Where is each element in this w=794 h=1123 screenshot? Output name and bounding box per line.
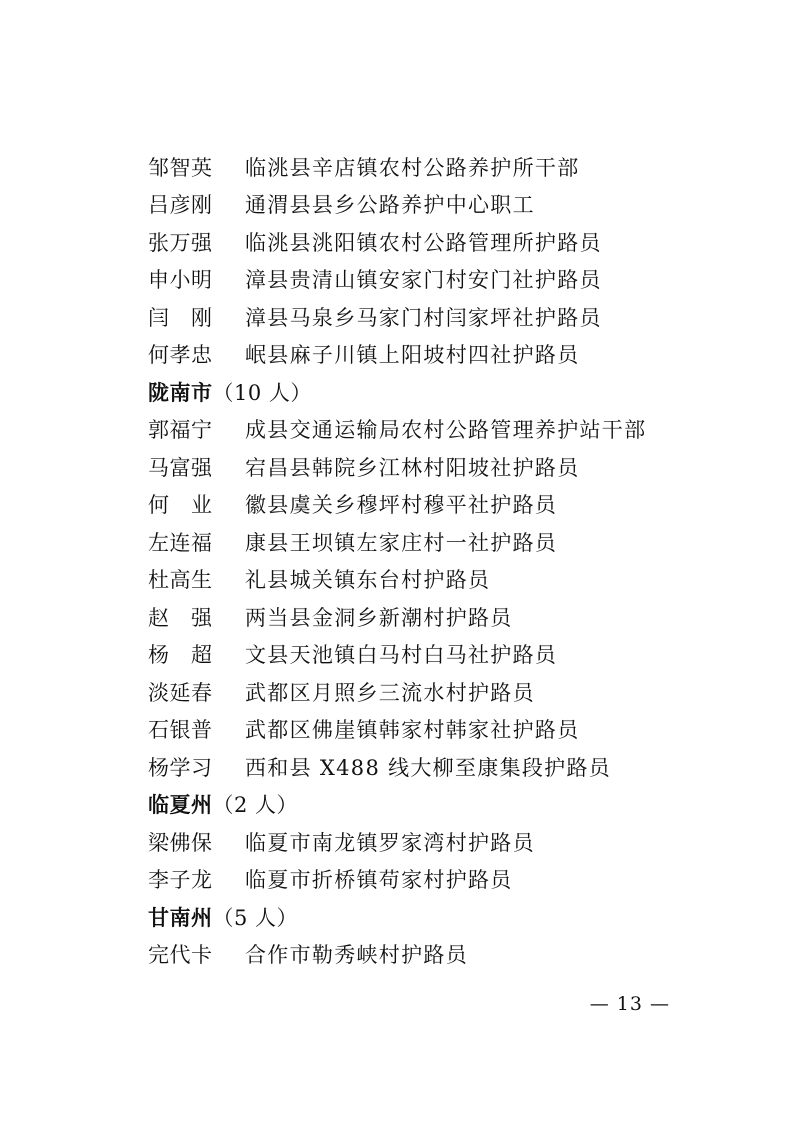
region-heading-linxia [148,786,708,824]
list-item [148,223,708,261]
list-item [148,748,708,786]
person-position: 文县天池镇白马村白马社护路员 [245,643,558,668]
personnel-list [148,148,708,973]
region-name: 临夏州 [148,793,213,818]
person-position: 岷县麻子川镇上阳坡村四社护路员 [245,343,580,368]
region-count: （10 人） [212,380,312,405]
list-item [148,823,708,861]
list-item [148,148,708,186]
person-position: 合作市勒秀峡村护路员 [245,943,468,968]
list-item [148,673,708,711]
person-position: 宕昌县韩院乡江林村阳坡社护路员 [245,455,580,480]
region-count: （5 人） [212,905,299,930]
person-name: 淡延春 [148,680,213,705]
person-position: 漳县贵清山镇安家门村安门社护路员 [245,268,602,293]
person-position: 漳县马泉乡马家门村闫家坪社护路员 [245,305,602,330]
person-name: 张万强 [148,230,213,255]
person-name: 杨 超 [148,643,213,668]
person-name: 赵 强 [148,605,213,630]
person-name: 何孝忠 [148,343,213,368]
person-position: 通渭县县乡公路养护中心职工 [245,193,535,218]
list-item [148,411,708,449]
person-name: 左连福 [148,530,213,555]
page-number: — 13 — [589,993,670,1015]
person-name: 何 业 [148,493,213,518]
list-item [148,636,708,674]
person-name: 杨学习 [148,755,213,780]
person-name: 闫 刚 [148,305,213,330]
list-item [148,523,708,561]
person-name: 马富强 [148,455,213,480]
person-position: 徽县虞关乡穆坪村穆平社护路员 [245,493,558,518]
list-item [148,336,708,374]
person-name: 申小明 [148,268,213,293]
person-position: 西和县 X488 线大柳至康集段护路员 [245,755,612,780]
list-item [148,448,708,486]
person-position: 成县交通运输局农村公路管理养护站干部 [245,418,647,443]
list-item [148,298,708,336]
person-position: 康县王坝镇左家庄村一社护路员 [245,530,558,555]
list-item [148,598,708,636]
person-position: 武都区佛崖镇韩家村韩家社护路员 [245,718,580,743]
person-position: 临洮县辛店镇农村公路养护所干部 [245,155,580,180]
person-position: 临夏市折桥镇苟家村护路员 [245,868,513,893]
list-item [148,561,708,599]
region-heading-gannan [148,898,708,936]
person-position: 两当县金洞乡新潮村护路员 [245,605,513,630]
person-position: 临夏市南龙镇罗家湾村护路员 [245,830,535,855]
person-name: 石银普 [148,718,213,743]
list-item [148,861,708,899]
person-name: 郭福宁 [148,418,213,443]
person-name: 邹智英 [148,155,213,180]
region-name: 陇南市 [148,380,213,405]
person-position: 礼县城关镇东台村护路员 [245,568,491,593]
list-item [148,936,708,974]
list-item [148,261,708,299]
person-position: 临洮县洮阳镇农村公路管理所护路员 [245,230,602,255]
region-name: 甘南州 [148,905,213,930]
person-name: 吕彦刚 [148,193,213,218]
list-item [148,711,708,749]
person-name: 杜高生 [148,568,213,593]
list-item [148,486,708,524]
person-name: 李子龙 [148,868,213,893]
region-heading-longnan [148,373,708,411]
person-name: 完代卡 [148,943,213,968]
person-name: 梁佛保 [148,830,213,855]
region-count: （2 人） [212,793,299,818]
list-item [148,186,708,224]
person-position: 武都区月照乡三流水村护路员 [245,680,535,705]
